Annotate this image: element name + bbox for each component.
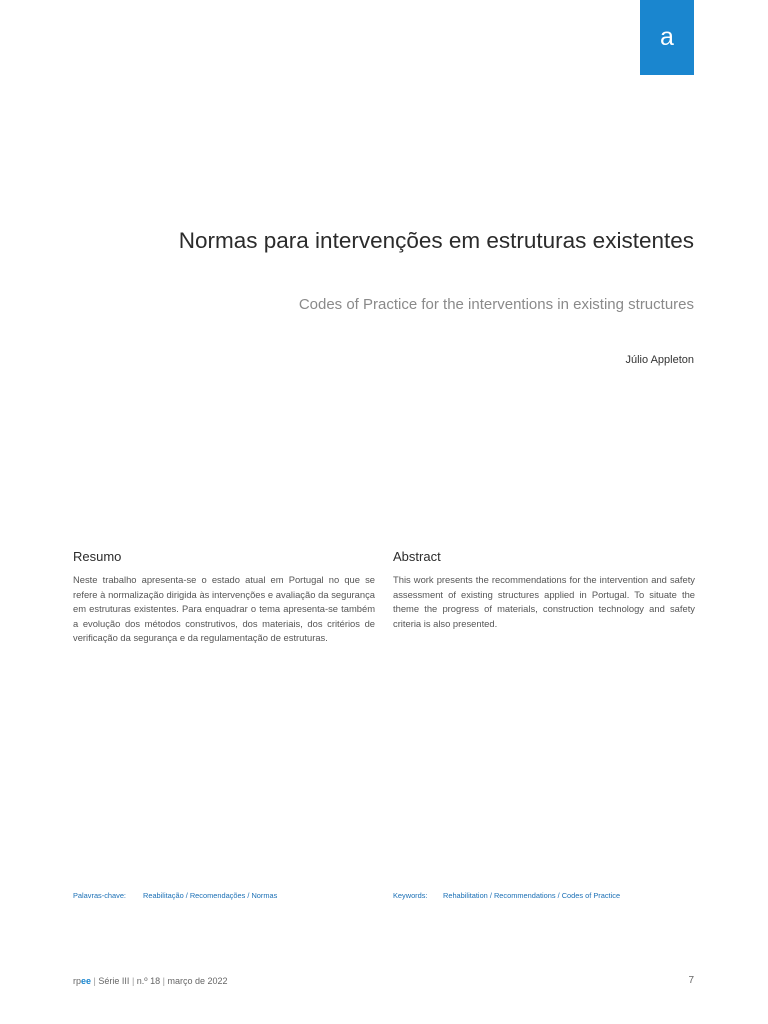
keywords-en-value: Rehabilitation / Recommendations / Codes of Practice xyxy=(443,891,621,900)
resumo-heading: Resumo xyxy=(73,549,122,564)
article-title: Normas para intervenções em estruturas existentes xyxy=(178,228,694,253)
article-subtitle: Codes of Practice for the interventions in existing structures xyxy=(298,296,694,313)
keywords-en-label: Keywords: xyxy=(393,891,428,900)
journal-date: março de 2022 xyxy=(167,976,228,986)
keywords-pt xyxy=(73,891,277,900)
journal-series: Série III xyxy=(98,976,130,986)
section-tab xyxy=(640,0,694,75)
journal-issue: n.º 18 xyxy=(136,976,161,986)
abstract-section xyxy=(393,549,695,631)
resumo-text: Neste trabalho apresenta-se o estado atual em Portugal no que se refere à normalização dirigida às intervenções e avaliação da segurança em estruturas existentes. Para enquadrar o tema apresenta-se também a evolução dos métodos construtivos, dos materiais, dos critérios de verificação da segurança e da regulamentação de estruturas. xyxy=(73,574,375,644)
resumo-section xyxy=(73,549,375,646)
abstract-text: This work presents the recommendations for the intervention and safety assessment of existing structures applied in Portugal. To situate the theme the progress of materials, construction technology and safety criteria is also presented. xyxy=(393,574,695,629)
journal-brand-prefix: rp xyxy=(73,976,82,986)
abstract-heading: Abstract xyxy=(393,549,441,564)
keywords-pt-value: Reabilitação / Recomendações / Normas xyxy=(143,891,278,900)
journal-footer xyxy=(73,976,228,986)
section-tab-letter: a xyxy=(660,23,674,51)
page-number: 7 xyxy=(688,975,694,986)
footer-separator: | xyxy=(131,976,135,986)
keywords-en xyxy=(393,891,620,900)
footer-separator: | xyxy=(162,976,165,986)
keywords-pt-label: Palavras-chave: xyxy=(73,891,126,900)
footer-separator: | xyxy=(93,976,96,986)
author-name: Júlio Appleton xyxy=(625,354,694,366)
journal-brand-suffix: ee xyxy=(81,976,92,986)
